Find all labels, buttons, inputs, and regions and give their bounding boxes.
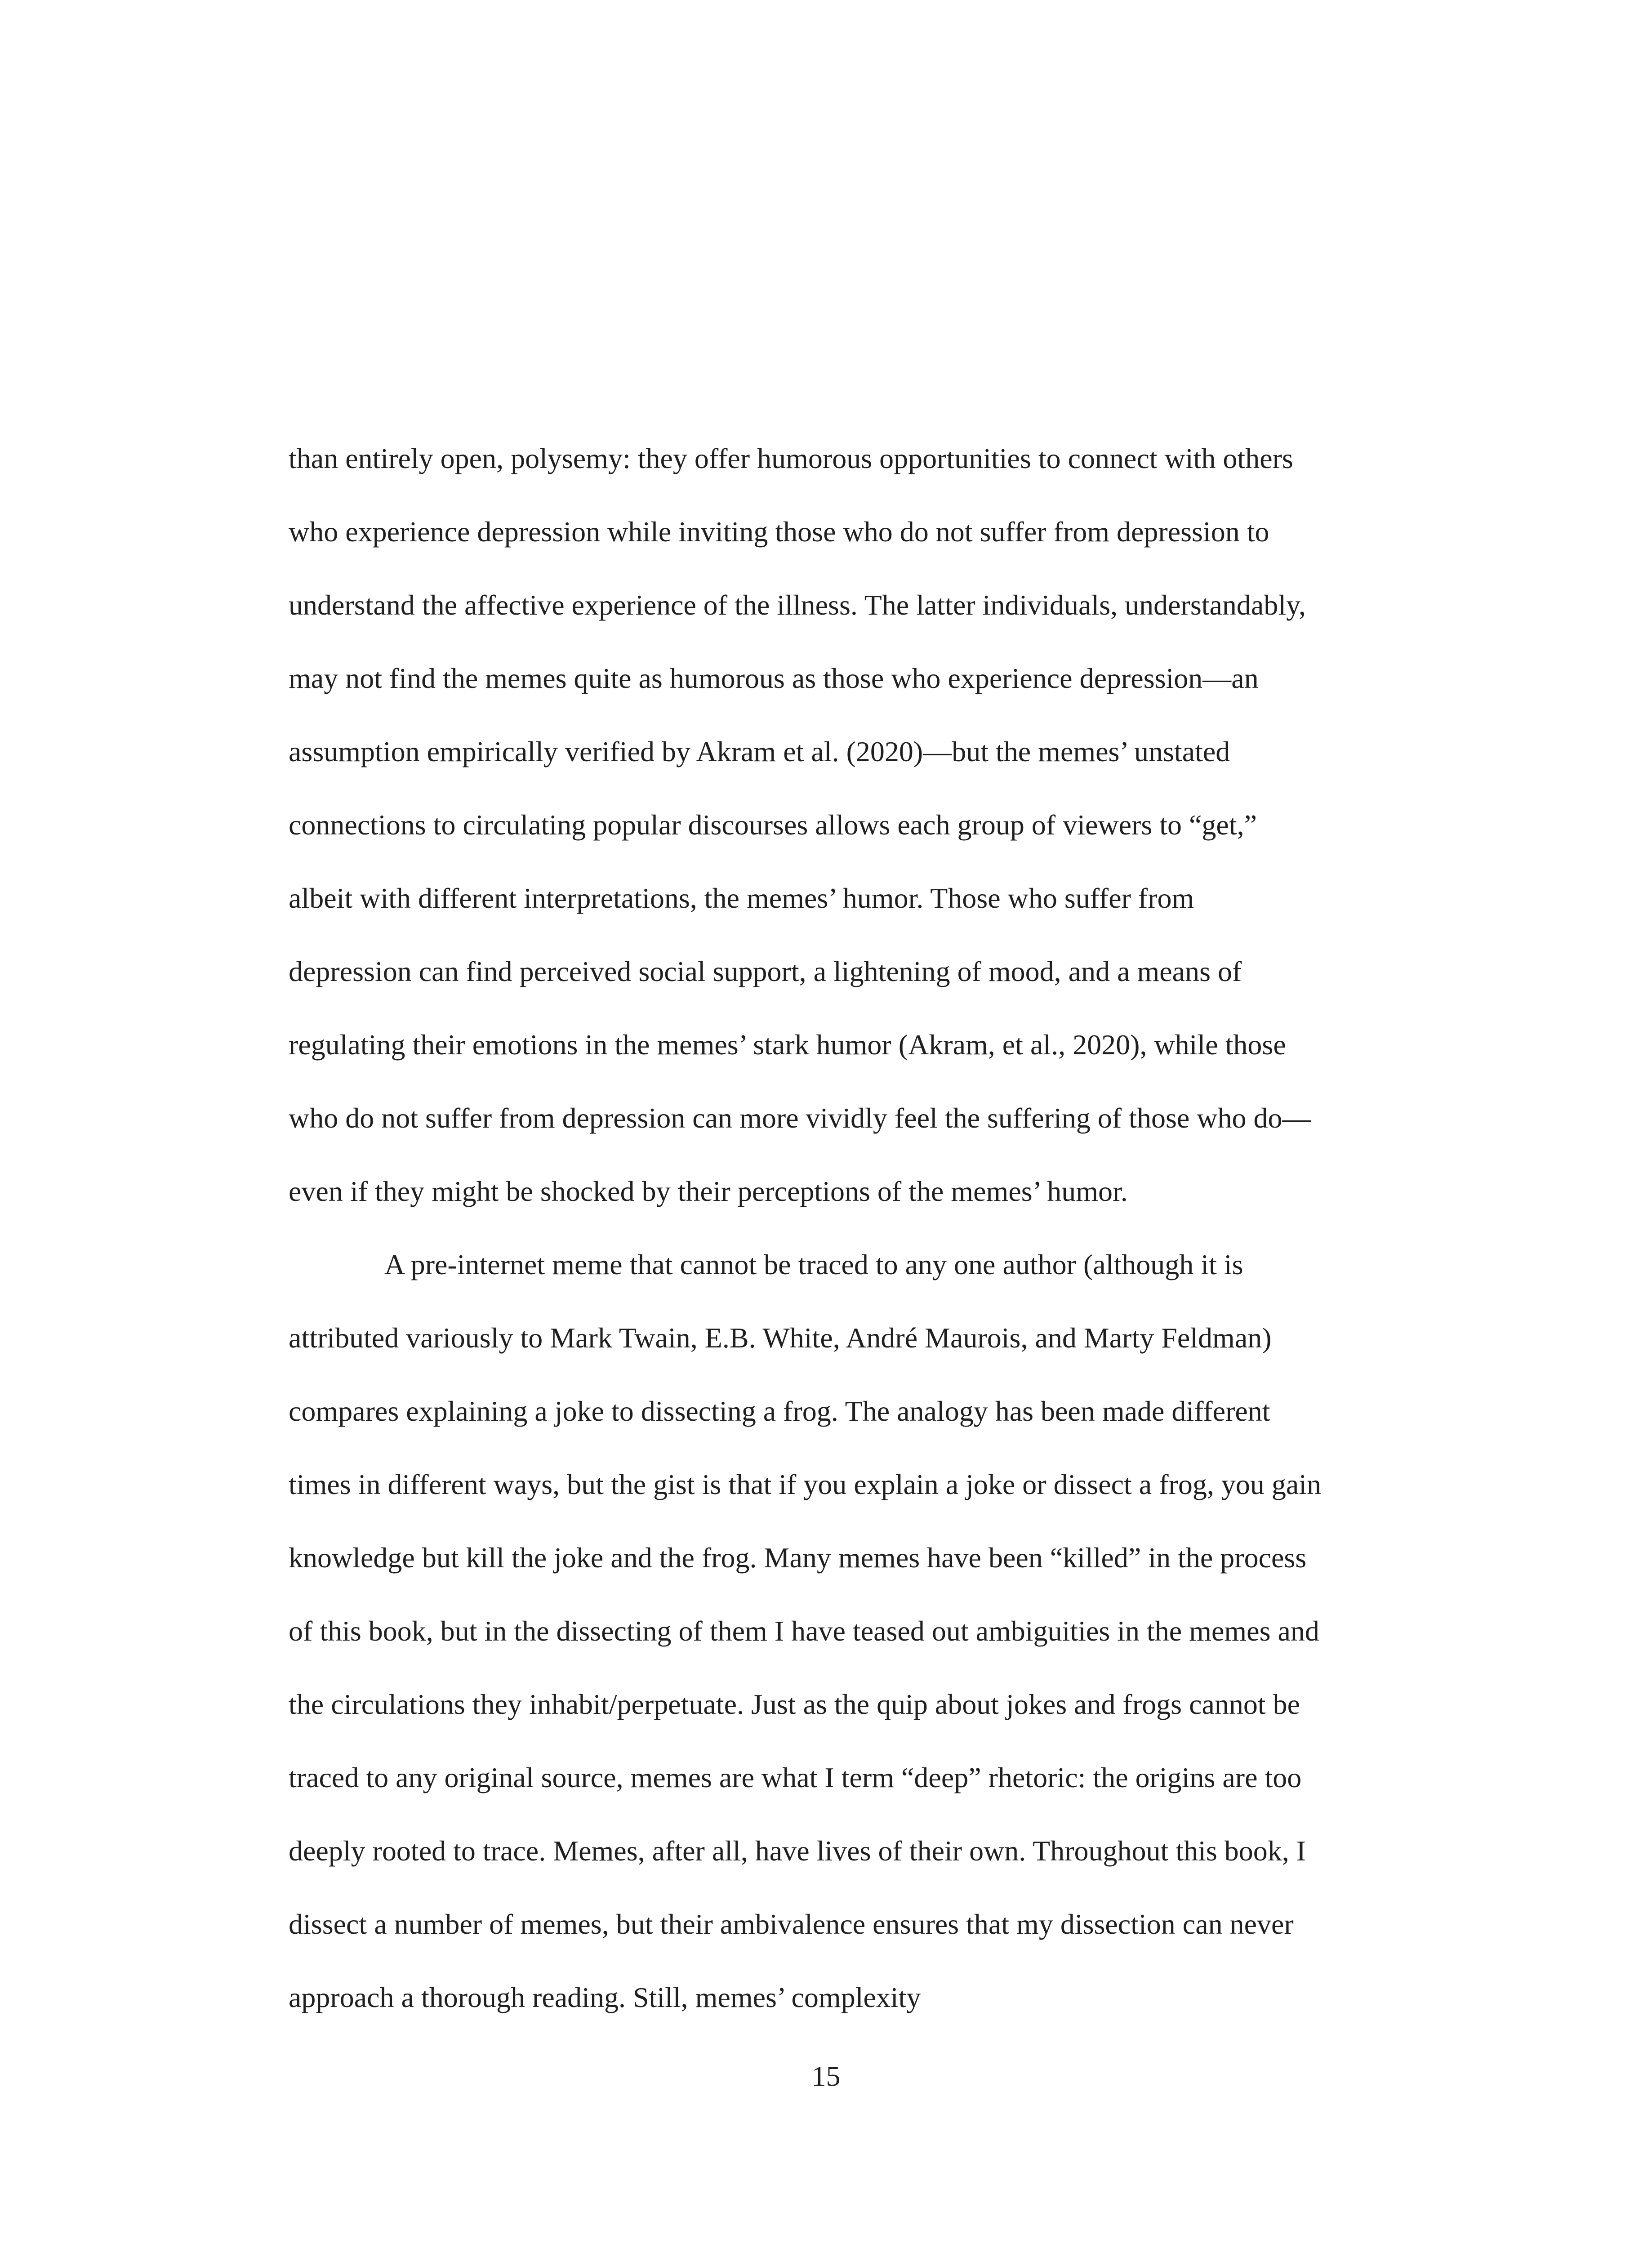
text-line: the circulations they inhabit/perpetuate. Just as the quip about jokes and frogs cannot be: [289, 1688, 1300, 1720]
text-line: may not find the memes quite as humorous as those who experience depression—an: [289, 662, 1259, 694]
text-line: traced to any original source, memes are what I term “deep” rhetoric: the origins are too: [289, 1762, 1302, 1793]
text-line: compares explaining a joke to dissecting a frog. The analogy has been made different: [289, 1395, 1270, 1427]
text-line: regulating their emotions in the memes’ stark humor (Akram, et al., 2020), while those: [289, 1029, 1286, 1061]
text-line: albeit with different interpretations, the memes’ humor. Those who suffer from: [289, 882, 1194, 914]
text-line: who experience depression while inviting those who do not suffer from depression to: [289, 516, 1269, 548]
text-line: assumption empirically verified by Akram et al. (2020)—but the memes’ unstated: [289, 736, 1230, 767]
text-line: attributed variously to Mark Twain, E.B. White, André Maurois, and Marty Feldman): [289, 1322, 1272, 1354]
text-line: than entirely open, polysemy: they offer humorous opportunities to connect with others: [289, 442, 1293, 474]
text-line: even if they might be shocked by their perceptions of the memes’ humor.: [289, 1175, 1128, 1207]
text-line: of this book, but in the dissecting of them I have teased out ambiguities in the memes and: [289, 1615, 1319, 1647]
text-line: times in different ways, but the gist is that if you explain a joke or dissect a frog, you gain: [289, 1468, 1321, 1500]
text-line: connections to circulating popular discourses allows each group of viewers to “get,”: [289, 809, 1257, 841]
page-number: 15: [811, 2060, 841, 2092]
paragraph-first-line: A pre-internet meme that cannot be traced to any one author (although it is: [384, 1249, 1243, 1280]
text-line: dissect a number of memes, but their ambivalence ensures that my dissection can never: [289, 1908, 1294, 1940]
text-line: depression can find perceived social support, a lightening of mood, and a means of: [289, 955, 1242, 987]
text-line: deeply rooted to trace. Memes, after all, have lives of their own. Throughout this book, I: [289, 1835, 1306, 1867]
text-line: knowledge but kill the joke and the frog. Many memes have been “killed” in the process: [289, 1542, 1307, 1574]
text-line: understand the affective experience of the illness. The latter individuals, understandably,: [289, 589, 1306, 621]
text-line: approach a thorough reading. Still, memes’ complexity: [289, 1981, 921, 2013]
text-line: who do not suffer from depression can more vividly feel the suffering of those who do—: [289, 1102, 1311, 1134]
